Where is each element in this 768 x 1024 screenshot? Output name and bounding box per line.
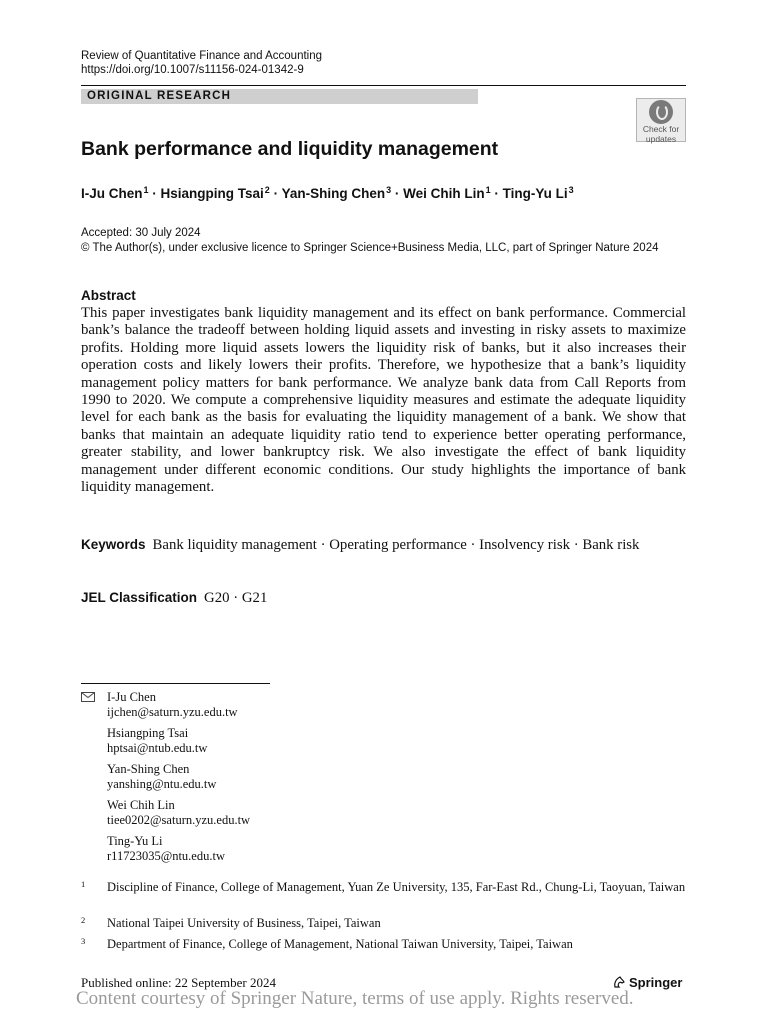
contact-email[interactable]: tiee0202@saturn.yzu.edu.tw [107, 812, 251, 827]
author-separator: · [269, 186, 282, 201]
affiliation [81, 937, 686, 952]
affiliation-text: National Taipei University of Business, Taipei, Taiwan [107, 916, 381, 930]
affiliation-number: 2 [81, 915, 86, 925]
abstract-text: This paper investigates bank liquidity management and its effect on bank performance. Commercial bank’s balance the tradeoff between holding liquid assets and investing in risky assets to maximize profits. Holding more liquid assets lowers the liquidity risk of banks, but it also increases their operation costs and likely lowers their profits. Therefore, we hypothesize that a bank’s liquidity management policy matters for bank performance. We analyze bank data from Call Reports from 1990 to 2020. We compute a comprehensive liquidity measures and estimate the adequate liquidity level for each bank as the basis for evaluating the liquidity management of a bank. We show that banks that maintain an adequate liquidity ratio tend to experience better operating performance, greater stability, and lower bankruptcy risk. We also investigate the effect of bank liquidity management under different economic conditions. Our study highlights the importance of bank liquidity management. [81, 305, 686, 496]
author-affiliation-mark: 3 [568, 185, 574, 195]
affiliation-text: Department of Finance, College of Management, National Taiwan University, Taipei, Taiwan [107, 937, 573, 951]
author-name: Yan-Shing Chen [281, 186, 386, 201]
contact-entry [107, 834, 250, 863]
check-updates-line-2: updates [645, 133, 677, 144]
published-online: Published online: 22 September 2024 [81, 975, 276, 990]
check-for-updates-badge[interactable] [636, 98, 686, 142]
contact-name: Hsiangping Tsai [107, 726, 189, 740]
check-updates-line-1: Check for [642, 124, 680, 134]
contact-entry [107, 726, 250, 755]
keywords-label: Keywords [81, 537, 146, 552]
corresponding-authors [107, 690, 250, 870]
author-affiliation-mark: 2 [264, 185, 270, 195]
doi-link[interactable]: https://doi.org/10.1007/s11156-024-01342-9 [81, 64, 304, 76]
springer-horse-icon [612, 975, 626, 989]
contact-name: Yan-Shing Chen [107, 762, 190, 776]
affiliation-number: 1 [81, 879, 86, 889]
author-name: Wei Chih Lin [403, 186, 485, 201]
courtesy-watermark: Content courtesy of Springer Nature, terms of use apply. Rights reserved. [76, 988, 634, 1009]
accepted-date: Accepted: 30 July 2024 [81, 227, 201, 239]
author-affiliation-mark: 3 [386, 185, 392, 195]
affiliation-text: Discipline of Finance, College of Management, Yuan Ze University, 135, Far-East Rd., Chung-Li, Taoyuan, Taiwan [107, 880, 686, 894]
paper-title: Bank performance and liquidity management [81, 138, 499, 160]
author-name: I-Ju Chen [81, 186, 143, 201]
copyright-notice: © The Author(s), under exclusive licence to Springer Science+Business Media, LLC, part of Springer Nature 2024 [81, 242, 659, 254]
contact-name: Wei Chih Lin [107, 798, 175, 812]
contact-entry [107, 690, 250, 719]
contact-name: I-Ju Chen [107, 690, 156, 704]
footnote-rule [81, 683, 270, 684]
jel-label: JEL Classification [81, 590, 198, 605]
publisher-name: Springer [629, 975, 683, 990]
jel-codes: G20 · G21 [204, 590, 268, 606]
journal-name: Review of Quantitative Finance and Accounting [81, 50, 323, 62]
contact-email[interactable]: r11723035@ntu.edu.tw [107, 848, 225, 863]
affiliation [81, 880, 686, 895]
author-affiliation-mark: 1 [143, 185, 149, 195]
jel-classification [81, 589, 267, 607]
contact-email[interactable]: yanshing@ntu.edu.tw [107, 776, 217, 791]
author-name: Ting-Yu Li [502, 186, 568, 201]
contact-entry [107, 798, 250, 827]
envelope-icon [81, 691, 95, 703]
keywords-text: Bank liquidity management · Operating performance · Insolvency risk · Bank risk [152, 537, 640, 553]
affiliation [81, 916, 686, 931]
contact-email[interactable]: hptsai@ntub.edu.tw [107, 740, 208, 755]
author-list [81, 185, 574, 201]
publication-dates [81, 226, 659, 256]
author-name: Hsiangping Tsai [160, 186, 264, 201]
contact-email[interactable]: ijchen@saturn.yzu.edu.tw [107, 704, 238, 719]
header-rule [81, 85, 686, 86]
author-separator: · [490, 186, 503, 201]
contact-entry [107, 762, 250, 791]
author-separator: · [391, 186, 404, 201]
section-label: ORIGINAL RESEARCH [81, 89, 478, 104]
affiliation-number: 3 [81, 936, 86, 946]
check-updates-icon [649, 100, 673, 124]
author-affiliation-mark: 1 [485, 185, 491, 195]
journal-info [81, 49, 322, 77]
keywords [81, 536, 686, 554]
contact-name: Ting-Yu Li [107, 834, 163, 848]
abstract-heading: Abstract [81, 288, 136, 303]
author-separator: · [148, 186, 161, 201]
